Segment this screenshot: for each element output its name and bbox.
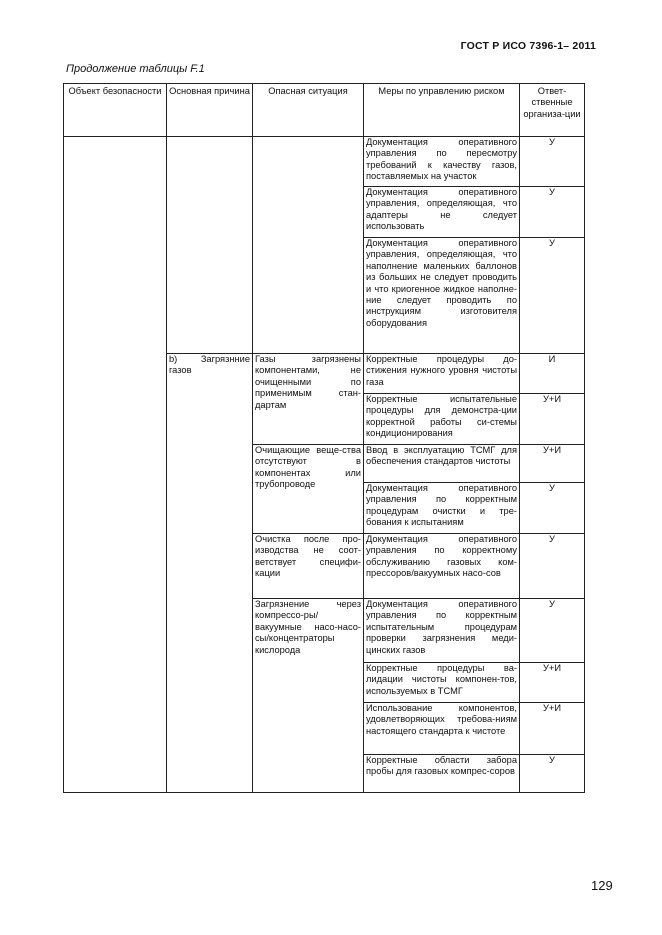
cause-cell-continued xyxy=(167,137,253,354)
situation-cell-continued xyxy=(253,137,364,354)
measure-cell: Корректные процедуры до-стижения нужного уровня чистоты газа xyxy=(364,354,520,394)
measure-cell: Корректные испытательные процедуры для демонстра-ции корректной работы си-стемы кондиционирования xyxy=(364,394,520,445)
responsible-cell: У xyxy=(520,599,585,663)
measure-cell: Документация оперативного управления по корректным испытательным процедурам проверки загрязнения меди-цинских газов xyxy=(364,599,520,663)
responsible-cell: И xyxy=(520,354,585,394)
document-header: ГОСТ Р ИСО 7396-1– 2011 xyxy=(460,40,596,52)
object-cell xyxy=(64,137,167,793)
table-caption: Продолжение таблицы F.1 xyxy=(66,63,205,75)
measure-cell: Документация оперативного управления по пересмотру требований к качеству газов, поставляемых на участок xyxy=(364,137,520,187)
responsible-cell: У+И xyxy=(520,445,585,483)
responsible-cell: У xyxy=(520,187,585,238)
column-header-responsible: Ответ-ственные организа-ции xyxy=(520,84,585,137)
responsible-cell: У+И xyxy=(520,703,585,755)
measure-cell: Документация оперативного управления по корректным процедурам очистки и тре-бования к испытаниям xyxy=(364,483,520,534)
measure-cell: Корректные области забора пробы для газовых компрес-соров xyxy=(364,755,520,793)
measure-cell: Ввод в эксплуатацию ТСМГ для обеспечения стандартов чистоты xyxy=(364,445,520,483)
table-header-row xyxy=(64,84,585,137)
responsible-cell: У+И xyxy=(520,394,585,445)
situation-cell: Газы загрязнены компонентами, не очищенными по применимым стан-дартам xyxy=(253,354,364,445)
column-header-object: Объект безопасности xyxy=(64,84,167,137)
measure-cell: Документация оперативного управления по корректному обслуживанию газовых ком-прессоров/вакуумных насо-сов xyxy=(364,534,520,599)
measure-cell: Документация оперативного управления, определяющая, что адаптеры не следует использовать xyxy=(364,187,520,238)
measure-cell: Использование компонентов, удовлетворяющих требова-ниям настоящего стандарта к чистоте xyxy=(364,703,520,755)
situation-cell: Загрязнение через компрессо-ры/вакуумные насо-насо-сы/концентраторы кислорода xyxy=(253,599,364,793)
responsible-cell: У xyxy=(520,238,585,354)
page-number: 129 xyxy=(591,878,613,893)
situation-cell: Очистка после про-изводства не соот-ветствует специфи-кации xyxy=(253,534,364,599)
responsible-cell: У xyxy=(520,137,585,187)
column-header-measures: Меры по управлению риском xyxy=(364,84,520,137)
responsible-cell: У+И xyxy=(520,663,585,703)
column-header-situation: Опасная ситуация xyxy=(253,84,364,137)
measure-cell: Корректные процедуры ва-лидации чистоты компонен-тов, используемых в ТСМГ xyxy=(364,663,520,703)
table-row xyxy=(64,137,585,187)
responsible-cell: У xyxy=(520,483,585,534)
measure-cell: Документация оперативного управления, определяющая, что наполнение маленьких баллонов из больших не следует проводить и что криогенное жидкое наполне-ние следует проводить по инструкциям изготовителя оборудования xyxy=(364,238,520,354)
cause-cell: b) Загрязнние газов xyxy=(167,354,253,793)
responsible-cell: У xyxy=(520,755,585,793)
column-header-cause: Основная причина xyxy=(167,84,253,137)
responsible-cell: У xyxy=(520,534,585,599)
situation-cell: Очищающие веще-ства отсутствуют в компонентах или трубопроводе xyxy=(253,445,364,534)
hazard-table xyxy=(63,83,585,793)
